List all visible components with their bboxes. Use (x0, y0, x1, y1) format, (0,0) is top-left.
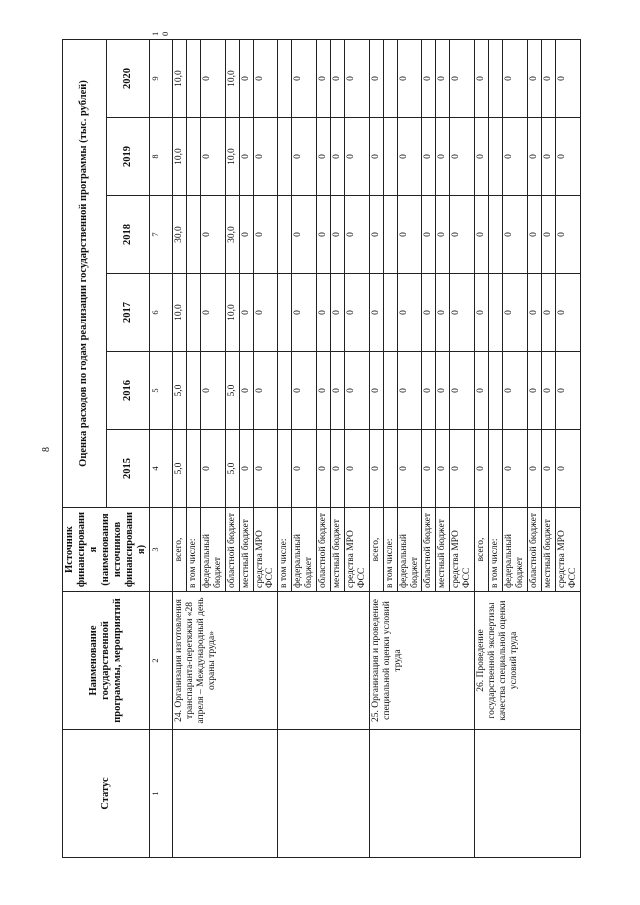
year-value-cell: 0 (344, 196, 369, 274)
year-value-cell (489, 274, 503, 352)
year-value-cell: 0 (436, 39, 450, 117)
year-value-cell (278, 274, 292, 352)
year-value-cell: 0 (527, 430, 541, 508)
funding-source-cell: местный бюджет (541, 508, 555, 592)
funding-source-cell: федеральный бюджет (397, 508, 422, 592)
year-value-cell: 0 (344, 274, 369, 352)
col-number: 2 (150, 592, 173, 730)
year-value-cell: 0 (541, 196, 555, 274)
year-value-cell: 0 (503, 430, 528, 508)
year-value-cell: 0 (397, 352, 422, 430)
year-value-cell: 0 (331, 196, 345, 274)
year-value-cell: 10,0 (172, 274, 186, 352)
year-value-cell: 0 (422, 274, 436, 352)
year-value-cell: 0 (369, 196, 383, 274)
year-value-cell: 0 (292, 118, 317, 196)
funding-source-cell: федеральный бюджет (292, 508, 317, 592)
funding-source-cell: средства МРО ФСС (344, 508, 369, 592)
year-value-cell: 0 (397, 118, 422, 196)
year-value-cell: 0 (292, 39, 317, 117)
col-number: 3 (150, 508, 173, 592)
year-value-cell: 0 (369, 430, 383, 508)
year-value-cell: 0 (436, 352, 450, 430)
year-value-cell: 0 (422, 352, 436, 430)
status-cell (172, 730, 277, 858)
header-year: 2020 (106, 39, 150, 117)
year-value-cell: 0 (450, 352, 475, 430)
header-year: 2015 (106, 430, 150, 508)
year-value-cell: 0 (541, 274, 555, 352)
status-cell (369, 730, 474, 858)
year-value-cell: 0 (200, 352, 225, 430)
year-value-cell: 0 (397, 196, 422, 274)
year-value-cell (489, 196, 503, 274)
year-value-cell: 0 (475, 430, 489, 508)
header-source: Источник финансирования (наименования источников финансирования) (63, 508, 150, 592)
header-year: 2016 (106, 352, 150, 430)
year-value-cell (383, 430, 397, 508)
measure-name-cell (278, 592, 369, 730)
year-value-cell: 0 (475, 274, 489, 352)
year-value-cell: 0 (369, 274, 383, 352)
year-value-cell: 0 (422, 118, 436, 196)
year-value-cell (278, 196, 292, 274)
year-value-cell: 0 (450, 118, 475, 196)
year-value-cell (489, 118, 503, 196)
year-value-cell: 0 (527, 196, 541, 274)
year-value-cell: 30,0 (225, 196, 239, 274)
col-number: 7 (150, 196, 173, 274)
year-value-cell: 0 (239, 196, 253, 274)
year-value-cell: 0 (503, 118, 528, 196)
year-value-cell: 0 (503, 274, 528, 352)
table-row (172, 39, 186, 857)
budget-table (62, 31, 581, 858)
funding-source-cell: областной бюджет (225, 508, 239, 592)
year-value-cell: 0 (555, 118, 580, 196)
year-value-cell: 10,0 (172, 39, 186, 117)
year-value-cell: 0 (239, 274, 253, 352)
year-value-cell: 0 (344, 352, 369, 430)
year-value-cell (383, 274, 397, 352)
year-value-cell: 0 (331, 39, 345, 117)
header-estimate: Оценка расходов по годам реализации государственной программы (тыс. рублей) (63, 39, 107, 507)
year-value-cell: 0 (527, 39, 541, 117)
funding-source-cell: в том числе: (186, 508, 200, 592)
year-value-cell: 0 (292, 352, 317, 430)
year-value-cell: 0 (450, 274, 475, 352)
funding-source-cell: в том числе: (383, 508, 397, 592)
year-value-cell: 10,0 (225, 274, 239, 352)
funding-source-cell: средства МРО ФСС (450, 508, 475, 592)
funding-source-cell: в том числе: (278, 508, 292, 592)
year-value-cell: 0 (317, 430, 331, 508)
year-value-cell: 0 (331, 430, 345, 508)
year-value-cell (186, 118, 200, 196)
year-value-cell: 0 (475, 196, 489, 274)
funding-source-cell: областной бюджет (317, 508, 331, 592)
year-value-cell (186, 430, 200, 508)
year-value-cell (383, 196, 397, 274)
year-value-cell: 0 (450, 39, 475, 117)
funding-source-cell: всего, (475, 508, 489, 592)
year-value-cell: 5,0 (172, 430, 186, 508)
year-value-cell (186, 196, 200, 274)
year-value-cell (278, 430, 292, 508)
year-value-cell: 0 (436, 430, 450, 508)
header-year: 2017 (106, 274, 150, 352)
year-value-cell: 0 (422, 430, 436, 508)
table-header (63, 31, 173, 857)
year-value-cell: 0 (317, 274, 331, 352)
year-value-cell: 0 (331, 274, 345, 352)
year-value-cell: 0 (555, 39, 580, 117)
year-value-cell: 0 (450, 430, 475, 508)
funding-source-cell: федеральный бюджет (200, 508, 225, 592)
year-value-cell: 0 (253, 196, 278, 274)
header-year: 2018 (106, 196, 150, 274)
year-value-cell: 0 (503, 196, 528, 274)
year-value-cell: 0 (317, 196, 331, 274)
year-value-cell (489, 430, 503, 508)
year-value-cell: 0 (475, 352, 489, 430)
funding-source-cell: федеральный бюджет (503, 508, 528, 592)
year-value-cell (383, 118, 397, 196)
year-value-cell: 0 (503, 39, 528, 117)
measure-name-cell: 24. Организация изготовления транспаранта-перетяжки «28 апреля – Международный день охраны труда» (172, 592, 277, 730)
funding-source-cell: областной бюджет (527, 508, 541, 592)
year-value-cell: 0 (436, 274, 450, 352)
year-value-cell (489, 352, 503, 430)
year-value-cell: 0 (369, 118, 383, 196)
year-value-cell: 0 (239, 118, 253, 196)
table-row (475, 39, 489, 857)
year-value-cell (186, 39, 200, 117)
year-value-cell: 0 (317, 39, 331, 117)
year-value-cell: 0 (422, 196, 436, 274)
year-value-cell (489, 39, 503, 117)
year-value-cell: 0 (200, 39, 225, 117)
table-row (369, 39, 383, 857)
col-number: 8 (150, 118, 173, 196)
funding-source-cell: средства МРО ФСС (555, 508, 580, 592)
rotated-table-wrapper (62, 31, 578, 858)
year-value-cell: 5,0 (225, 430, 239, 508)
year-value-cell: 0 (527, 274, 541, 352)
year-value-cell: 5,0 (172, 352, 186, 430)
year-value-cell: 0 (475, 118, 489, 196)
year-value-cell: 0 (555, 430, 580, 508)
year-value-cell (186, 352, 200, 430)
year-value-cell: 0 (253, 430, 278, 508)
column-number-row: 1 2 3 4 5 6 7 8 9 10 (150, 39, 173, 857)
funding-source-cell: местный бюджет (239, 508, 253, 592)
year-value-cell: 30,0 (172, 196, 186, 274)
year-value-cell: 0 (436, 196, 450, 274)
measure-name-cell: 26. Проведение государственной экспертизы качества специальной оценки условий труда (475, 592, 580, 730)
year-value-cell: 0 (200, 430, 225, 508)
funding-source-cell: всего, (369, 508, 383, 592)
year-value-cell: 0 (239, 352, 253, 430)
year-value-cell: 0 (369, 352, 383, 430)
year-value-cell: 0 (200, 118, 225, 196)
funding-source-cell: областной бюджет (422, 508, 436, 592)
year-value-cell: 0 (555, 352, 580, 430)
year-value-cell: 0 (317, 118, 331, 196)
year-value-cell: 0 (344, 118, 369, 196)
year-value-cell: 0 (253, 352, 278, 430)
funding-source-cell: местный бюджет (331, 508, 345, 592)
year-value-cell: 0 (239, 430, 253, 508)
year-value-cell: 0 (541, 39, 555, 117)
year-value-cell: 0 (369, 39, 383, 117)
year-value-cell: 0 (436, 118, 450, 196)
year-value-cell: 0 (253, 39, 278, 117)
year-value-cell: 0 (527, 352, 541, 430)
year-value-cell: 0 (527, 118, 541, 196)
status-cell (278, 730, 369, 858)
funding-source-cell: в том числе: (489, 508, 503, 592)
year-value-cell: 0 (331, 352, 345, 430)
year-value-cell: 0 (239, 39, 253, 117)
funding-source-cell: всего, (172, 508, 186, 592)
funding-source-cell: местный бюджет (436, 508, 450, 592)
year-value-cell: 0 (397, 39, 422, 117)
year-value-cell: 0 (292, 196, 317, 274)
year-value-cell: 0 (292, 274, 317, 352)
year-value-cell (383, 352, 397, 430)
year-value-cell: 0 (344, 430, 369, 508)
col-number: 4 (150, 430, 173, 508)
year-value-cell (186, 274, 200, 352)
measure-name-cell: 25. Организация и проведение специальной оценки условий труда (369, 592, 474, 730)
col-number: 5 (150, 352, 173, 430)
funding-source-cell: средства МРО ФСС (253, 508, 278, 592)
header-year: 2019 (106, 118, 150, 196)
header-status: Статус (63, 730, 150, 858)
year-value-cell: 5,0 (225, 352, 239, 430)
col-number: 6 (150, 274, 173, 352)
year-value-cell: 0 (292, 430, 317, 508)
year-value-cell (278, 352, 292, 430)
year-value-cell: 0 (317, 352, 331, 430)
year-value-cell: 0 (475, 39, 489, 117)
page-number: 8 (41, 447, 52, 452)
year-value-cell: 10,0 (225, 39, 239, 117)
year-value-cell: 0 (397, 274, 422, 352)
year-value-cell: 0 (503, 352, 528, 430)
col-number: 1 (150, 730, 173, 858)
table-body (172, 39, 580, 857)
year-value-cell: 10,0 (225, 118, 239, 196)
year-value-cell: 0 (450, 196, 475, 274)
year-value-cell: 0 (253, 274, 278, 352)
year-value-cell: 0 (200, 274, 225, 352)
year-value-cell: 0 (541, 430, 555, 508)
table-row (278, 39, 292, 857)
year-value-cell: 0 (331, 118, 345, 196)
year-value-cell: 0 (541, 118, 555, 196)
col-number: 9 (150, 39, 173, 117)
year-value-cell: 0 (422, 39, 436, 117)
year-value-cell: 0 (344, 39, 369, 117)
year-value-cell: 0 (397, 430, 422, 508)
year-value-cell (278, 39, 292, 117)
status-cell (475, 730, 580, 858)
year-value-cell: 0 (541, 352, 555, 430)
year-value-cell: 0 (200, 196, 225, 274)
header-name: Наименование государственной программы, мероприятий (63, 592, 150, 730)
year-value-cell: 0 (555, 274, 580, 352)
year-value-cell: 0 (253, 118, 278, 196)
year-value-cell (383, 39, 397, 117)
year-value-cell (278, 118, 292, 196)
year-value-cell: 10,0 (172, 118, 186, 196)
year-value-cell: 0 (555, 196, 580, 274)
